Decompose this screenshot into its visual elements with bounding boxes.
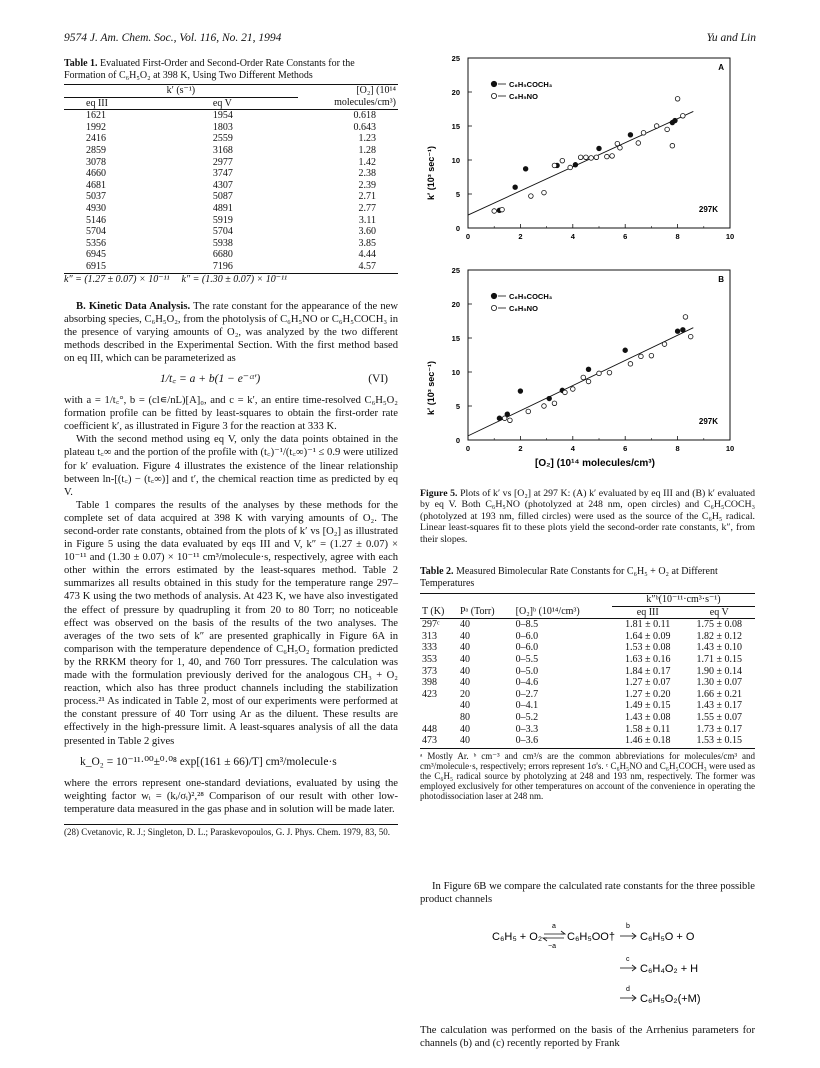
legend-label-filled: C₆H₅COCH₃	[509, 80, 553, 89]
table1-cell: 4.57	[358, 260, 376, 272]
data-point-open	[526, 409, 531, 414]
table2-cell: 1.53 ± 0.08	[624, 642, 671, 654]
data-point-open	[636, 141, 641, 146]
legend-marker-open	[491, 93, 496, 98]
data-point-filled	[523, 167, 528, 172]
data-point-open	[560, 158, 565, 163]
table1-row	[64, 122, 398, 134]
table2-cell: 40	[460, 700, 470, 712]
data-point-open	[563, 390, 568, 395]
paragraph-3: With the second method using eq V, only the data points obtained in the plateau t꜀∞ and the portion of the profile with (t꜀)⁻¹/(t꜀∞)⁻¹ ≤ 0.9 were utilized for k′ evaluation. Figure 4 illustrates the existence of the linear relationship between ln-[(t꜀) − (t꜀∞)] and t′, the chemical reaction time as predicted by eq V.	[64, 434, 398, 498]
table1-row	[64, 238, 398, 250]
table2-caption-text: Measured Bimolecular Rate Constants for C₆H₅ + O₂ at Different Temperatures	[420, 566, 718, 589]
y-tick-label: 25	[451, 266, 460, 275]
data-point-open	[628, 362, 633, 367]
x-tick-label: 8	[675, 232, 680, 241]
data-point-open	[670, 143, 675, 148]
table2-cell: 333	[422, 642, 437, 654]
reaction-label-a: a	[552, 923, 556, 930]
table2-cell: 1.81 ± 0.11	[625, 619, 671, 631]
table2-cell: 1.49 ± 0.15	[624, 700, 671, 712]
table1-cell: 5704	[86, 226, 106, 238]
table2-header-cell: Pᵃ (Torr)	[460, 606, 495, 618]
table2-header-cell: eq V	[709, 606, 729, 618]
x-tick-label: 4	[570, 232, 575, 241]
table1-cell: 3078	[86, 156, 106, 168]
table1-cell: 2.71	[358, 191, 376, 203]
equation-vi-number: (VI)	[368, 372, 388, 385]
table2-cell: 0–6.0	[515, 642, 539, 654]
figure-5-panel-a	[452, 54, 735, 241]
legend-marker-open	[491, 305, 496, 310]
data-point-open	[649, 353, 654, 358]
table1-cell: 2977	[212, 156, 233, 168]
table1-cell: 6945	[86, 249, 106, 261]
table1-cell: 1954	[212, 110, 233, 122]
table2-cell: 297ᶜ	[422, 619, 440, 631]
data-point-filled	[673, 118, 678, 123]
footnote-28: (28) Cvetanovic, R. J.; Singleton, D. L.; Paraskevopoulos, G. J. Phys. Chem. 1979, 83, 50.	[64, 824, 398, 838]
data-point-open	[492, 209, 497, 214]
table1-cell: 4681	[86, 179, 106, 191]
table1-cell: 1992	[86, 121, 106, 133]
panel-label: A	[718, 63, 724, 72]
equation-ko2-body: k_O₂ = 10⁻¹¹·⁰⁰±⁰·⁰⁸ exp[(161 ± 66)/T] cm³/molecule·s	[80, 755, 337, 768]
data-point-filled	[518, 389, 523, 394]
table2-cell: 0–5.2	[515, 711, 539, 723]
reaction-label-minus-a: −a	[548, 943, 556, 950]
data-point-filled	[623, 348, 628, 353]
equation-vi-body: 1/t꜀ = a + b(1 − e⁻ᶜᵗ′)	[160, 372, 261, 385]
table2-cell: 40	[460, 642, 470, 654]
y-tick-label: 5	[455, 190, 460, 199]
table1-cell: 2.38	[358, 168, 376, 180]
table1-cell: 2559	[212, 133, 233, 145]
running-header-right: Yu and Lin	[706, 32, 756, 44]
table1-col2: eq V	[212, 97, 232, 109]
table2-caption-label: Table 2.	[420, 566, 454, 577]
table1-foot-eq3: k″ = (1.27 ± 0.07) × 10⁻¹¹	[64, 273, 170, 285]
table2-header-cell: T (K)	[422, 606, 445, 618]
data-point-open	[610, 154, 615, 159]
table2-cell: 0–2.7	[515, 688, 539, 700]
table2-cell: 1.27 ± 0.20	[624, 688, 671, 700]
table1-cell: 5919	[212, 214, 233, 226]
table1-caption-text: Evaluated First-Order and Second-Order Rate Constants for the Formation of C₆H₅O₂ at 398 K, Using Two Different Methods	[64, 58, 355, 81]
x-tick-label: 8	[675, 444, 680, 453]
y-tick-label: 15	[451, 122, 460, 131]
table2-cell: 1.30 ± 0.07	[696, 677, 742, 689]
reaction-product-d: C₆H₅O₂(+M)	[640, 993, 701, 1005]
table2-cell: 0–5.0	[515, 665, 539, 677]
table1-row	[64, 249, 398, 261]
table1-cell: 3.60	[358, 226, 376, 238]
figure-5	[420, 48, 755, 468]
x-tick-label: 2	[518, 444, 523, 453]
table2-cell: 1.27 ± 0.07	[624, 677, 671, 689]
table1-cell: 1.42	[358, 156, 376, 168]
table2-cell: 80	[460, 711, 470, 723]
table2-cell: 40	[460, 723, 470, 735]
table2-header-row	[420, 606, 755, 619]
table2-row	[420, 712, 755, 724]
y-tick-label: 20	[451, 88, 460, 97]
data-point-open	[552, 163, 557, 168]
table2-row	[420, 724, 755, 736]
legend-label-open: C₆H₅NO	[509, 92, 538, 101]
right-paragraph-2	[420, 1024, 755, 1050]
table2-row	[420, 666, 755, 678]
x-tick-label: 0	[465, 444, 471, 453]
table2-cell: 313	[422, 630, 437, 642]
table1-cell: 3.85	[358, 237, 376, 249]
table2-cell: 1.55 ± 0.07	[696, 711, 742, 723]
table2-cell: 1.64 ± 0.09	[624, 630, 671, 642]
table2-cell: 473	[422, 735, 437, 747]
table1-cell: 2.39	[358, 179, 376, 191]
legend-marker-filled	[491, 81, 496, 86]
table1-cell: 4930	[86, 202, 106, 214]
paragraph-1: The rate constant for the appearance of the new absorbing species, C₆H₅O₂, from the photolysis of C₆H₅NO or C₆H₅COCH₃ in the presence of varying amounts of O₂, was analyzed by the two different methods described in the Experimental Section. With the first method based on eq III, which can be parameterized as	[64, 300, 398, 364]
table1-cell: 0.618	[353, 110, 376, 122]
data-point-open	[688, 334, 693, 339]
y-tick-label: 5	[455, 402, 460, 411]
y-tick-label: 20	[451, 300, 460, 309]
table1-row	[64, 261, 398, 273]
data-point-open	[542, 190, 547, 195]
table1-caption-label: Table 1.	[64, 58, 98, 69]
table2-row	[420, 619, 755, 631]
figure-5-caption	[420, 488, 755, 545]
table2-cell: 40	[460, 677, 470, 689]
table2-cell: 423	[422, 688, 437, 700]
data-point-open	[594, 155, 599, 160]
figure-5-x-axis-label: [O₂] (10¹⁴ molecules/cm³)	[535, 458, 655, 468]
table1-cell: 3747	[212, 168, 233, 180]
x-tick-label: 2	[518, 232, 523, 241]
table2-caption	[420, 566, 755, 589]
table2-group-header: k″ᵇ(10⁻¹¹·cm³·s⁻¹)	[612, 594, 755, 607]
table2-cell: 1.43 ± 0.17	[696, 700, 742, 712]
table1-cell: 1.28	[358, 144, 376, 156]
paragraph-2: with a = 1/t꜀°, b = (cl∊/nL)[A]₀, and c = k′, an entire time-resolved C₆H₅O₂ formation profile can be fitted by least-squares to obtain the first-order rate coefficient k′, as illustrated in Figure 3 for the reaction at 333 K.	[64, 395, 398, 433]
temperature-label: 297K	[698, 205, 718, 214]
legend-label-filled: C₆H₅COCH₃	[509, 292, 553, 301]
table2-cell: 1.84 ± 0.17	[624, 665, 671, 677]
table2-cell: 0–4.6	[515, 677, 539, 689]
data-point-open	[542, 404, 547, 409]
table1-cell: 3168	[212, 144, 233, 156]
data-point-open	[586, 379, 591, 384]
y-tick-label: 15	[451, 334, 460, 343]
x-tick-label: 0	[465, 232, 471, 241]
table1-cell: 5146	[86, 214, 106, 226]
table1-cell: 6915	[86, 260, 106, 272]
table2-cell: 0–3.3	[515, 723, 539, 735]
table1-row	[64, 157, 398, 169]
table1-cell: 3.11	[358, 214, 376, 226]
table2-notes: ᵃ Mostly Ar. ᵇ cm⁻³ and cm³/s are the common abbreviations for molecules/cm³ and cm³/molecule·s, respectively; errors represent 1σ's. ᶜ C₆H₅NO and C₆H₅COCH₃ were used as the C₆H₅ radical source by photolyzing at 248 and 193 nm, respectively. The former was employed exclusively for other temperatures on account of the convenience in operating the photodissociation laser at 248 nm.	[420, 750, 755, 801]
table1	[64, 84, 398, 273]
table1-cell: 7196	[212, 260, 233, 272]
table1-cell: 1.23	[358, 133, 376, 145]
table2-cell: 1.43 ± 0.08	[624, 711, 671, 723]
fit-line	[468, 328, 693, 436]
data-point-filled	[586, 367, 591, 372]
paragraph-5: where the errors represent one-standard deviations, evaluated by using the weighting factor wᵢ = (kᵢ/σᵢ)²,²⁸ Comparison of our result with other low-temperature data measured in the gas phase and in solution will be made later.	[64, 777, 398, 815]
reaction-label-c: c	[626, 956, 630, 963]
table2-cell: 40	[460, 619, 470, 631]
data-point-open	[683, 315, 688, 320]
figure-5-panel-b	[452, 266, 735, 453]
data-point-filled	[547, 396, 552, 401]
section-heading: B. Kinetic Data Analysis.	[76, 300, 191, 312]
data-point-open	[552, 401, 557, 406]
table1-cell: 1803	[212, 121, 233, 133]
data-point-filled	[513, 185, 518, 190]
table2-cell: 353	[422, 653, 437, 665]
table2-cell: 1.71 ± 0.15	[696, 653, 742, 665]
panel-a-y-axis-label: k′ (10³ sec⁻¹)	[426, 146, 436, 200]
data-point-open	[681, 114, 686, 119]
reaction-scheme	[420, 916, 755, 1016]
table2-row	[420, 735, 755, 747]
table1-cell: 4307	[212, 179, 233, 191]
data-point-open	[589, 156, 594, 161]
table2-cell	[420, 700, 458, 712]
table1-row	[64, 168, 398, 180]
temperature-label: 297K	[698, 417, 718, 426]
table2-cell: 1.73 ± 0.17	[696, 723, 742, 735]
data-point-open	[571, 387, 576, 392]
table1-row	[64, 110, 398, 122]
y-tick-label: 10	[451, 156, 460, 165]
data-point-filled	[681, 328, 686, 333]
table2-cell: 1.43 ± 0.10	[696, 642, 742, 654]
data-point-filled	[573, 162, 578, 167]
table2-cell: 448	[422, 723, 437, 735]
table2-row	[420, 642, 755, 654]
table2-row	[420, 654, 755, 666]
legend-marker-filled	[491, 293, 496, 298]
table2-cell: 1.63 ± 0.16	[624, 653, 671, 665]
table1-body	[64, 110, 398, 273]
table1-cell: 6680	[212, 249, 233, 261]
table1-cell: 5938	[212, 237, 233, 249]
data-point-open	[605, 154, 610, 159]
table2-cell: 373	[422, 665, 437, 677]
table1-cell: 2.77	[358, 202, 376, 214]
data-point-open	[618, 145, 623, 150]
left-column	[64, 58, 398, 837]
data-point-filled	[628, 133, 633, 138]
y-tick-label: 0	[455, 224, 460, 233]
table1-row	[64, 180, 398, 192]
table2	[420, 593, 755, 747]
right-paragraph-1-text: In Figure 6B we compare the calculated rate constants for the three possible product channels	[420, 881, 755, 906]
data-point-open	[641, 131, 646, 136]
table1-caption	[64, 58, 398, 81]
y-tick-label: 10	[451, 368, 460, 377]
data-point-open	[584, 155, 589, 160]
data-point-open	[508, 418, 513, 423]
table2-cell: 1.66 ± 0.21	[696, 688, 742, 700]
table2-row	[420, 631, 755, 643]
data-point-open	[502, 416, 507, 421]
table1-row	[64, 215, 398, 227]
table1-foot-eq5: k″ = (1.30 ± 0.07) × 10⁻¹¹	[181, 273, 288, 285]
x-tick-label: 6	[623, 232, 628, 241]
table2-row	[420, 677, 755, 689]
table1-cell: 5037	[86, 191, 106, 203]
table1-footer	[64, 273, 398, 286]
data-point-open	[665, 127, 670, 132]
data-point-open	[639, 354, 644, 359]
table2-cell: 40	[460, 735, 470, 747]
data-point-open	[529, 194, 534, 199]
y-tick-label: 25	[451, 54, 460, 63]
table1-col3b: molecules/cm³)	[334, 97, 396, 109]
right-paragraph-2-text: The calculation was performed on the basis of the Arrhenius parameters for channels (b) and (c) recently reported by Frank	[420, 1025, 755, 1050]
reaction-label-d: d	[626, 986, 630, 993]
table1-row	[64, 145, 398, 157]
data-point-open	[581, 375, 586, 380]
table1-cell: 2416	[86, 133, 106, 145]
table2-cell: 0–8.5	[515, 619, 539, 631]
table1-cell: 0.643	[353, 121, 376, 133]
reaction-label-b: b	[626, 923, 630, 930]
table1-cell: 1621	[86, 110, 106, 122]
panel-label: B	[718, 275, 724, 284]
table1-row	[64, 191, 398, 203]
running-header-left: 9574 J. Am. Chem. Soc., Vol. 116, No. 21, 1994	[64, 32, 282, 44]
figure-5-caption-label: Figure 5.	[420, 488, 458, 499]
table2-cell: 0–6.0	[515, 630, 539, 642]
table1-cell: 5704	[212, 226, 233, 238]
table2-cell: 1.82 ± 0.12	[696, 630, 742, 642]
data-point-open	[654, 124, 659, 129]
table2-cell: 1.46 ± 0.18	[624, 735, 671, 747]
data-point-open	[578, 155, 583, 160]
right-paragraph-1	[420, 880, 755, 906]
panel-b-y-axis-label: k′ (10³ sec⁻¹)	[426, 361, 436, 415]
table2-row	[420, 700, 755, 712]
table2-cell: 1.58 ± 0.11	[625, 723, 671, 735]
table2-body	[420, 619, 755, 747]
table2-cell: 0–3.6	[515, 735, 539, 747]
table1-cell: 4891	[212, 202, 233, 214]
table1-cell: 5087	[212, 191, 233, 203]
data-point-open	[662, 342, 667, 347]
table2-header-cell: eq III	[636, 606, 659, 618]
table2-cell: 0–5.5	[515, 653, 539, 665]
table2-cell: 1.90 ± 0.14	[696, 665, 742, 677]
data-point-filled	[597, 146, 602, 151]
data-point-open	[675, 97, 680, 102]
table2-cell	[420, 712, 458, 724]
table1-row	[64, 203, 398, 215]
x-tick-label: 10	[725, 444, 735, 453]
data-point-open	[500, 207, 505, 212]
table1-col3a: [O₂] (10¹⁴	[356, 85, 396, 97]
table2-cell: 1.53 ± 0.15	[696, 735, 742, 747]
table1-cell: 4660	[86, 168, 106, 180]
reaction-product-c: C₆H₄O₂ + H	[640, 963, 699, 975]
table1-cell: 4.44	[358, 249, 376, 261]
table2-block	[420, 566, 755, 801]
equation-vi	[64, 373, 398, 386]
table1-cell: 5356	[86, 237, 106, 249]
reaction-product-b: C₆H₅O + O	[640, 931, 695, 943]
table2-cell: 0–4.1	[515, 700, 539, 712]
table1-cell: 2859	[86, 144, 106, 156]
x-tick-label: 4	[570, 444, 575, 453]
table2-cell: 398	[422, 677, 437, 689]
table1-row	[64, 133, 398, 145]
reaction-intermediate: C₆H₅OO†	[567, 931, 615, 943]
equation-ko2	[64, 756, 398, 769]
table1-row	[64, 226, 398, 238]
reaction-reactants: C₆H₅ + O₂	[492, 931, 543, 943]
table2-header-cell: [O₂]ᵇ (10¹⁴/cm³)	[515, 606, 580, 618]
table2-cell: 1.75 ± 0.08	[696, 619, 742, 631]
data-point-open	[597, 371, 602, 376]
data-point-filled	[675, 329, 680, 334]
fit-line	[468, 111, 693, 215]
section-b-text	[64, 300, 398, 816]
data-point-open	[607, 370, 612, 375]
table2-cell: 40	[460, 665, 470, 677]
figure-5-caption-text: Plots of k′ vs [O₂] at 297 K: (A) k′ evaluated by eq III and (B) k′ evaluated by eq V. Both C₆H₅NO (photolyzed at 248 nm, open circles) and C₆H₅COCH₃ (photolyzed at 193 nm, filled circles) were used as the source of the C₆H₅ radical. Linear least-squares fit to these plots yield the second-order rate constants, k″, from their slopes.	[420, 488, 756, 545]
x-tick-label: 6	[623, 444, 628, 453]
data-point-open	[568, 165, 573, 170]
table1-group-header: k′ (s⁻¹)	[64, 85, 298, 98]
paragraph-4: Table 1 compares the results of the analyses by these methods for the complete set of data acquired at 398 K with varying amounts of O₂. The second-order rate constants, obtained from the plots of k′ vs [O₂] as illustrated in Figure 5 using the data evaluated by eqs III and V, k″ = (1.27 ± 0.07) × 10⁻¹¹ and (1.30 ± 0.07) × 10⁻¹¹ cm³/molecule·s, respectively, agree with each other within the errors estimated by the least-squares method. Table 2 summarizes all results obtained in this study for the temperature range 297–473 K using the two methods of analysis. At 423 K, we have also investigated the effect of pressure by quadrupling it from 20 to 80 Torr; no noticeable effect was observed on the basis of the results of the two analyses. The averages of the two sets of k″ are presented graphically in Figure 6A in comparison with the temperature dependence of C₆H₅O₂ formation predicted by the RRKM theory for 1, 40, and 760 Torr pressures. The calculation was made with the formulation previously derived for the analogous CH₃ + O₂ reaction, which also has three product channels including the stabilization process.²¹ As indicated in Table 2, most of our experiments were performed at the constant pressure of 40 Torr using Ar as the diluent. These results are effectively in the high-pressure limit. A least-squares analysis of all the data presented in Table 2 gives	[64, 499, 398, 747]
data-point-filled	[497, 416, 502, 421]
table2-cell: 20	[460, 688, 470, 700]
y-tick-label: 0	[455, 436, 460, 445]
table2-cell: 40	[460, 653, 470, 665]
table2-cell: 40	[460, 630, 470, 642]
plot-frame	[468, 58, 730, 228]
x-tick-label: 10	[725, 232, 735, 241]
table1-col1: eq III	[86, 97, 108, 109]
table2-row	[420, 689, 755, 701]
legend-label-open: C₆H₅NO	[509, 304, 538, 313]
